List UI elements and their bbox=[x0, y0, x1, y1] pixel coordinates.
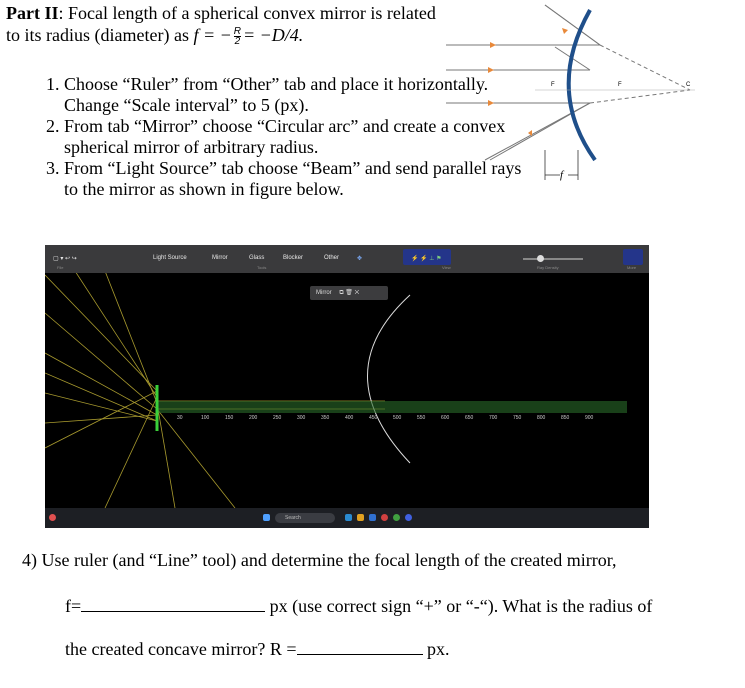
f-instructions: px (use correct sign “+” or “-“). What is the radius of bbox=[269, 596, 653, 616]
part-text: : Focal length of a spherical convex mirror is related to its radius (diameter) as bbox=[6, 3, 436, 45]
virtual-ray-2 bbox=[590, 90, 690, 103]
sim-ray bbox=[105, 273, 157, 403]
ruler-tick-label: 600 bbox=[441, 415, 450, 421]
taskbar-app-icon-1[interactable] bbox=[345, 514, 352, 521]
focus-label-1: F bbox=[551, 82, 555, 88]
simulator-screenshot bbox=[45, 245, 649, 528]
radius-row bbox=[65, 638, 450, 660]
file-menu-icons[interactable]: ▢ ▾ ↩ ↪ bbox=[53, 256, 77, 262]
fraction-numerator: R bbox=[233, 26, 241, 38]
virtual-ray-1 bbox=[600, 45, 690, 90]
sim-ray bbox=[157, 409, 235, 508]
step-1: 1. Choose “Ruler” from “Other” tab and place it horizontally. Change “Scale interval” to 5 (px). bbox=[64, 74, 534, 116]
center-label: C bbox=[686, 82, 691, 88]
mirror-popup-label: Mirror bbox=[316, 290, 332, 296]
ruler-tick-label: 200 bbox=[249, 415, 258, 421]
ruler-tick-label: 750 bbox=[513, 415, 522, 421]
tools-section-label: Tools bbox=[257, 265, 267, 270]
sim-ray bbox=[45, 415, 157, 423]
ruler-tick-label: 500 bbox=[393, 415, 402, 421]
windows-start-icon[interactable] bbox=[263, 514, 270, 521]
sim-canvas bbox=[45, 273, 649, 508]
ruler-tick-label: 650 bbox=[465, 415, 474, 421]
ruler-tick-label: 300 bbox=[297, 415, 306, 421]
f-label: f= bbox=[65, 596, 82, 616]
r-question: the created concave mirror? R = bbox=[65, 639, 297, 659]
view-section-label: View bbox=[442, 265, 451, 270]
more-section-label: More bbox=[627, 265, 637, 270]
taskbar-app-icon-3[interactable] bbox=[369, 514, 376, 521]
taskbar-app-icon-4[interactable] bbox=[381, 514, 388, 521]
fraction-denominator: 2 bbox=[234, 36, 241, 48]
focal-length-label: f bbox=[560, 169, 564, 181]
ruler-tick-label: 250 bbox=[273, 415, 282, 421]
sim-mirror-arc bbox=[368, 295, 411, 463]
sim-ruler bbox=[157, 401, 627, 413]
focal-length-row bbox=[65, 595, 652, 617]
taskbar-app-icon-5[interactable] bbox=[393, 514, 400, 521]
part-label: Part II bbox=[6, 3, 59, 23]
sim-ray bbox=[45, 391, 157, 448]
mirror-popup[interactable] bbox=[310, 286, 388, 300]
radius-answer-blank[interactable] bbox=[297, 638, 423, 655]
focal-formula bbox=[193, 25, 304, 48]
ray-density-slider[interactable] bbox=[523, 258, 583, 260]
blocker-tab[interactable]: Blocker bbox=[283, 255, 304, 261]
instruction-steps bbox=[28, 74, 534, 200]
other-tab[interactable]: Other bbox=[324, 255, 340, 261]
sim-ray bbox=[45, 275, 157, 391]
move-tool-icon[interactable]: ✥ bbox=[357, 256, 363, 262]
ruler-tick-label: 30 bbox=[177, 415, 183, 421]
ruler-tick-label: 150 bbox=[225, 415, 234, 421]
taskbar-search[interactable] bbox=[275, 513, 335, 523]
ruler-tick-label: 100 bbox=[201, 415, 210, 421]
step-3: 3. From “Light Source” tab choose “Beam” and send parallel rays to the mirror as shown in figure below. bbox=[64, 158, 534, 200]
ray-density-knob[interactable] bbox=[537, 255, 544, 262]
ruler-tick-label: 900 bbox=[585, 415, 594, 421]
formula-prefix: f = − bbox=[193, 25, 232, 45]
sim-toolbar bbox=[45, 245, 649, 273]
mirror-tab[interactable]: Mirror bbox=[212, 255, 228, 261]
part-intro bbox=[6, 2, 436, 46]
light-source-tab[interactable]: Light Source bbox=[153, 255, 187, 261]
taskbar-app-icon-6[interactable] bbox=[405, 514, 412, 521]
convex-mirror-arc bbox=[569, 10, 595, 160]
ruler-tick-label: 450 bbox=[369, 415, 378, 421]
ruler-tick-label: 700 bbox=[489, 415, 498, 421]
r-unit: px. bbox=[427, 639, 450, 659]
focus-label-2: F bbox=[618, 82, 622, 88]
sim-ray bbox=[157, 403, 175, 508]
sim-taskbar bbox=[45, 508, 649, 528]
file-section-label: File bbox=[57, 265, 64, 270]
ruler-tick-label: 550 bbox=[417, 415, 426, 421]
popup-action-icons[interactable]: ⧉ 🗑 ✕ bbox=[339, 290, 360, 296]
ruler-tick-label: 800 bbox=[537, 415, 546, 421]
view-mode-icons[interactable]: ⚡ ⚡ ⊥ ⚑ bbox=[411, 256, 442, 262]
formula-suffix: = −D/4. bbox=[242, 25, 304, 45]
weather-icon bbox=[49, 514, 56, 521]
formula-fraction bbox=[234, 27, 241, 46]
ruler-tick-label: 400 bbox=[345, 415, 354, 421]
glass-tab[interactable]: Glass bbox=[249, 255, 265, 261]
sim-ray bbox=[45, 353, 157, 415]
sim-ray bbox=[75, 273, 157, 397]
more-button[interactable] bbox=[623, 249, 643, 265]
ruler-tick-label: 350 bbox=[321, 415, 330, 421]
ray-density-label: Ray Density bbox=[537, 265, 559, 270]
focal-length-answer-blank[interactable] bbox=[81, 595, 265, 612]
question-4: 4) Use ruler (and “Line” tool) and determine the focal length of the created mirror, bbox=[22, 550, 617, 570]
ruler-tick-label: 850 bbox=[561, 415, 570, 421]
taskbar-app-icon-2[interactable] bbox=[357, 514, 364, 521]
step-2: 2. From tab “Mirror” choose “Circular arc” and create a convex spherical mirror of arbitrary radius. bbox=[64, 116, 534, 158]
search-label: Search bbox=[285, 515, 301, 521]
